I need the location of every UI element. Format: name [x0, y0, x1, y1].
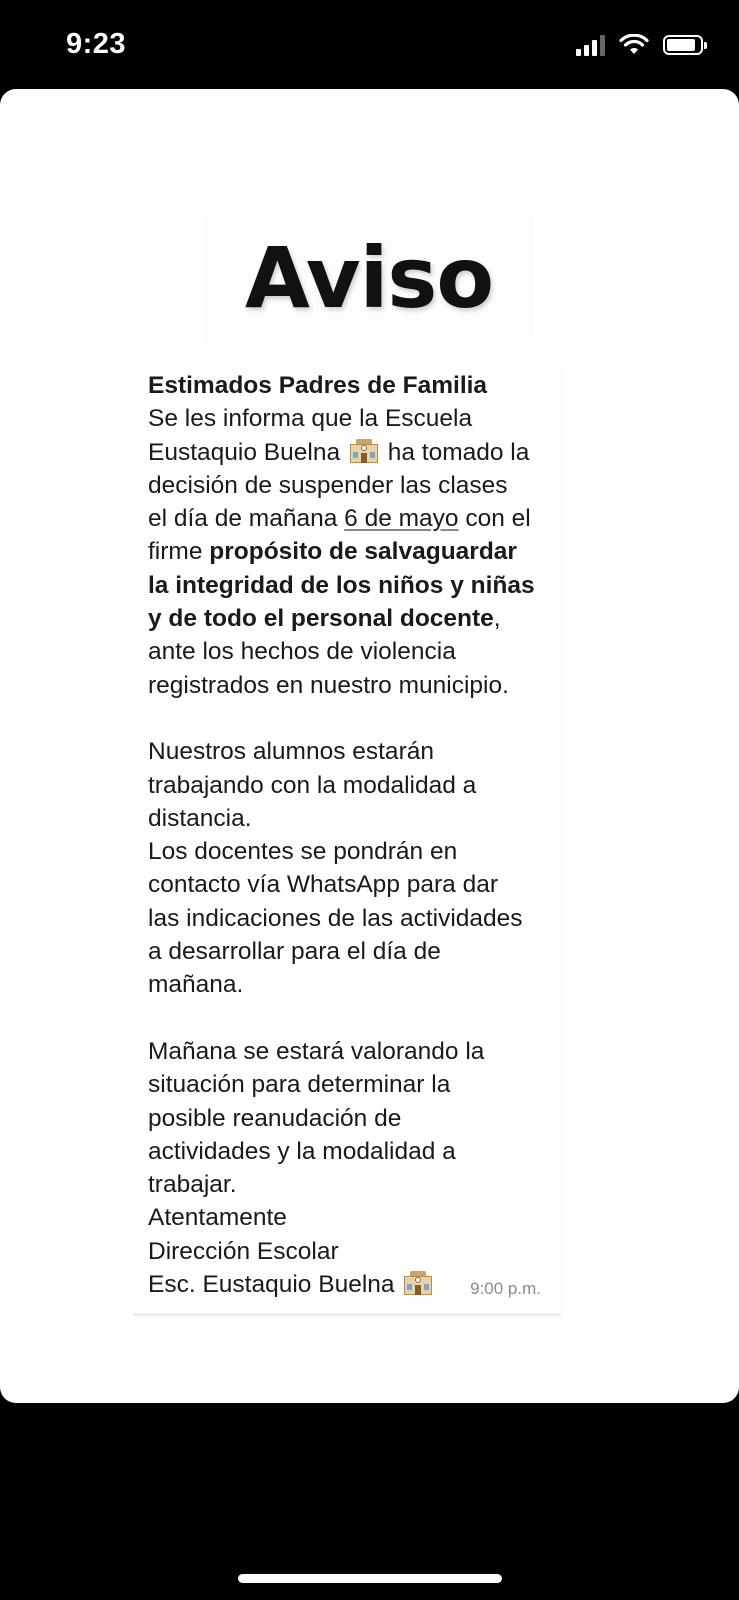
aviso-heading	[204, 213, 534, 343]
message-line: Los docentes se pondrán en	[148, 838, 458, 866]
school-building-icon	[349, 439, 379, 463]
message-line: distancia.	[148, 804, 252, 832]
bold-fragment: la integridad de los niños y niñas	[148, 571, 535, 599]
message-line: posible reanudación de	[148, 1104, 402, 1132]
message-line: contacto vía WhatsApp para dar	[148, 871, 498, 899]
home-indicator[interactable]	[238, 1574, 502, 1583]
aviso-title: Aviso	[244, 229, 494, 327]
status-icons	[576, 34, 703, 56]
message-line: trabajar.	[148, 1171, 237, 1199]
message-fragment: firme	[148, 538, 203, 566]
message-line: a desarrollar para el día de	[148, 938, 441, 966]
message-bubble	[133, 363, 561, 1316]
message-line: ante los hechos de violencia	[148, 638, 456, 666]
wifi-icon	[619, 34, 649, 56]
message-fragment: con el	[465, 505, 531, 533]
status-time: 9:23	[66, 28, 127, 60]
message-line: Nuestros alumnos estarán	[148, 738, 434, 766]
message-line: actividades y la modalidad a	[148, 1137, 456, 1165]
school-name: Eustaquio Buelna	[148, 438, 341, 466]
message-line: decisión de suspender las clases	[148, 471, 508, 499]
message-line: las indicaciones de las actividades	[148, 904, 523, 932]
greeting: Estimados Padres de Familia	[148, 372, 488, 399]
message-line: mañana.	[148, 971, 244, 999]
message-line: situación para determinar la	[148, 1071, 451, 1099]
status-bar	[0, 0, 739, 88]
school-building-icon	[403, 1271, 433, 1295]
bold-fragment: propósito de salvaguardar	[209, 538, 517, 566]
message-fragment: ,	[493, 605, 501, 633]
image-card[interactable]	[0, 89, 739, 1403]
message-line: Dirección Escolar	[148, 1237, 339, 1265]
bold-fragment: y de todo el personal docente	[148, 605, 494, 633]
message-timestamp: 9:00 p.m.	[470, 1279, 541, 1298]
message-line: registrados en nuestro municipio.	[148, 671, 509, 699]
battery-icon	[663, 35, 703, 55]
message-line: Atentamente	[148, 1204, 287, 1232]
date-link[interactable]: 6 de mayo	[344, 505, 459, 533]
message-line: trabajando con la modalidad a	[148, 771, 477, 799]
message-line: Se les informa que la Escuela	[148, 405, 473, 433]
message-line: Mañana se estará valorando la	[148, 1037, 485, 1065]
message-fragment: el día de mañana	[148, 505, 338, 533]
cellular-signal-icon	[576, 34, 605, 56]
message-fragment: ha tomado la	[387, 438, 530, 466]
message-text	[148, 369, 558, 1301]
signature: Esc. Eustaquio Buelna	[148, 1271, 395, 1299]
